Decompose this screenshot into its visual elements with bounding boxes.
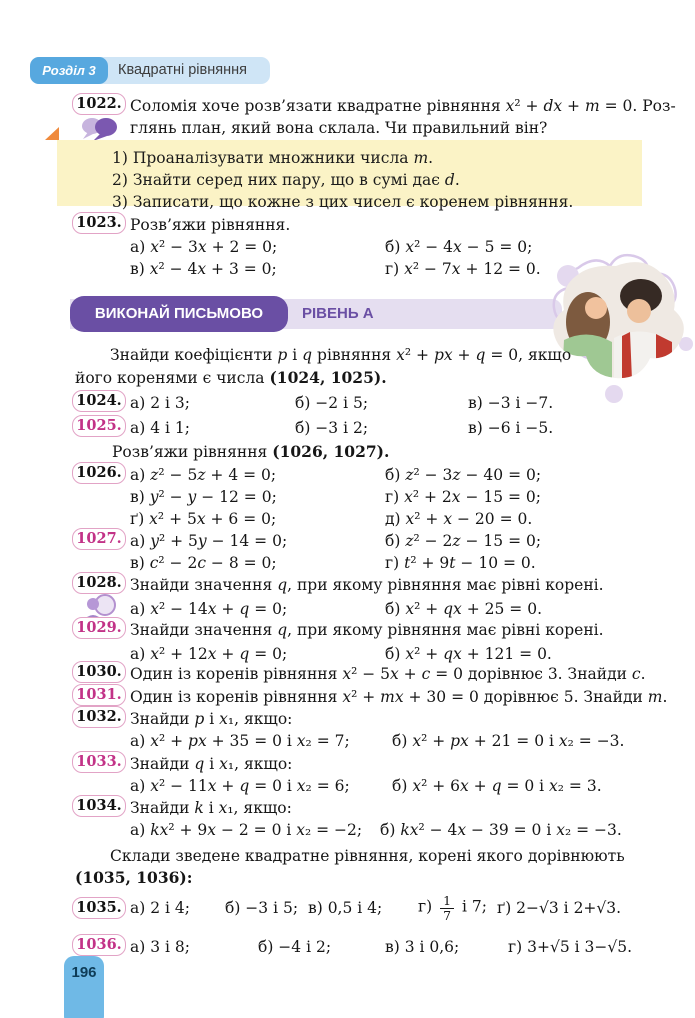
corner-flag	[45, 127, 59, 140]
option: д) x² + x − 20 = 0.	[385, 510, 533, 528]
option: а) kx² + 9x − 2 = 0 і x₂ = −2;	[130, 821, 363, 839]
problem-number-1027: 1027.	[72, 528, 126, 550]
option: б) x² + qx + 121 = 0.	[385, 645, 552, 663]
two-students-photo	[538, 248, 695, 403]
intro-a-line2	[75, 367, 387, 389]
problem-number-1030: 1030.	[72, 661, 126, 683]
option: а) x² + px + 35 = 0 і x₂ = 7;	[130, 732, 350, 750]
problem-1027-row1	[130, 530, 541, 552]
problem-1030-text: Один із коренів рівняння x² − 5x + c = 0 дорівнює 3. Знайди c.	[130, 665, 646, 683]
problem-1034-title: Знайди k і x₁, якщо:	[130, 799, 292, 817]
option: в) 3 і 0,6;	[385, 938, 460, 956]
chapter-badge: Розділ 3	[30, 57, 108, 84]
intro-a-line1: Знайди коефіцієнти p і q рівняння x² + px + q = 0, якщо	[110, 346, 572, 364]
problem-1025-options	[130, 417, 553, 439]
intro-a-line2-text: його коренями є числа	[75, 369, 270, 387]
option: а) x² − 11x + q = 0 і x₂ = 6;	[130, 777, 350, 795]
problem-1026-row3	[130, 508, 532, 530]
problem-number-1032: 1032.	[72, 706, 126, 728]
option-prefix: г)	[418, 898, 433, 916]
option: а) x² − 14x + q = 0;	[130, 600, 288, 618]
option: б) −3 і 2;	[295, 419, 369, 437]
problem-number-1023: 1023.	[72, 212, 126, 234]
subtitle-1026-1027	[112, 441, 389, 463]
option: б) −4 і 2;	[258, 938, 332, 956]
compose-line1: Склади зведене квадратне рівняння, корені якого дорівнюють	[110, 847, 625, 865]
subtitle-ref: (1026, 1027).	[272, 442, 390, 461]
option: ґ) x² + 5x + 6 = 0;	[130, 510, 277, 528]
problem-number-1028: 1028.	[72, 572, 126, 594]
option: а) 2 і 4;	[130, 899, 190, 917]
option: ґ) 2−√3 і 2+√3.	[497, 899, 622, 917]
problem-1031-text: Один із коренів рівняння x² + mx + 30 = 0 дорівнює 5. Знайди m.	[130, 688, 668, 706]
problem-1032-options	[130, 730, 624, 752]
problem-1023-title: Розв’яжи рівняння.	[130, 216, 291, 234]
option: г) x² + 2x − 15 = 0;	[385, 488, 542, 506]
problem-number-1031: 1031.	[72, 684, 126, 706]
option: а) y² + 5y − 14 = 0;	[130, 532, 288, 550]
option: в) 0,5 і 4;	[308, 899, 383, 917]
fraction-one-seventh	[440, 894, 454, 921]
option: б) x² + qx + 25 = 0.	[385, 600, 542, 618]
option: в) c² − 2c − 8 = 0;	[130, 554, 277, 572]
option: в) x² − 4x + 3 = 0;	[130, 260, 277, 278]
intro-a-line2-ref: (1024, 1025).	[269, 368, 387, 387]
option: б) z² − 3z − 40 = 0;	[385, 466, 542, 484]
problem-number-1034: 1034.	[72, 795, 126, 817]
problem-1027-row2	[130, 552, 536, 574]
problem-number-1024: 1024.	[72, 390, 126, 412]
problem-1029-title: Знайди значення q, при якому рівняння має рівні корені.	[130, 621, 604, 639]
problem-1032-title: Знайди p і x₁, якщо:	[130, 710, 293, 728]
problem-1023-row1	[130, 236, 532, 258]
problem-number-1036: 1036.	[72, 934, 126, 956]
problem-1022-line1: Соломія хоче розв’язати квадратне рівняння x² + dx + m = 0. Роз-	[130, 97, 676, 115]
option-with-fraction	[418, 894, 497, 921]
problem-1028-title: Знайди значення q, при якому рівняння має рівні корені.	[130, 576, 604, 594]
problem-1022-line2: глянь план, який вона склала. Чи правильний він?	[130, 119, 548, 137]
problem-1024-options	[130, 392, 553, 414]
fraction-numerator: 1	[440, 894, 454, 908]
problem-1029-options	[130, 643, 552, 665]
option: в) −3 і −7.	[468, 394, 554, 412]
option: а) 3 і 8;	[130, 938, 190, 956]
option: б) x² + px + 21 = 0 і x₂ = −3.	[392, 732, 625, 750]
option: б) kx² − 4x − 39 = 0 і x₂ = −3.	[380, 821, 622, 839]
problem-number-1025: 1025.	[72, 415, 126, 437]
option: б) −3 і 5;	[225, 899, 299, 917]
problem-1026-row1	[130, 464, 541, 486]
problem-1028-options	[130, 598, 542, 620]
option: а) z² − 5z + 4 = 0;	[130, 466, 277, 484]
option: г) x² − 7x + 12 = 0.	[385, 260, 541, 278]
option: б) x² − 4x − 5 = 0;	[385, 238, 533, 256]
level-a-label: РІВЕНЬ А	[302, 305, 374, 322]
problem-1034-options	[130, 819, 622, 841]
option: б) −2 і 5;	[295, 394, 369, 412]
subtitle-text: Розв’яжи рівняння	[112, 443, 273, 461]
problem-number-1026: 1026.	[72, 462, 126, 484]
plan-step-1: 1) Проаналізувати множники числа m.	[112, 149, 434, 167]
problem-1033-options	[130, 775, 602, 797]
option-suffix: і 7;	[462, 898, 487, 916]
option: г) t² + 9t − 10 = 0.	[385, 554, 536, 572]
option: а) 2 і 3;	[130, 394, 190, 412]
plan-step-2: 2) Знайти серед них пару, що в сумі дає d.	[112, 171, 460, 189]
page-number-badge: 196	[64, 956, 104, 1018]
problem-number-1035: 1035.	[72, 897, 126, 919]
problem-1033-title: Знайди q і x₁, якщо:	[130, 755, 293, 773]
do-in-writing-banner: ВИКОНАЙ ПИСЬМОВО	[70, 296, 288, 332]
problem-1023-row2	[130, 258, 541, 280]
option: г) 3+√5 і 3−√5.	[508, 938, 633, 956]
problem-number-1033: 1033.	[72, 751, 126, 773]
problem-number-1029: 1029.	[72, 617, 126, 639]
option: в) y² − y − 12 = 0;	[130, 488, 277, 506]
option: а) x² + 12x + q = 0;	[130, 645, 288, 663]
speech-bubbles-icon	[80, 116, 118, 142]
plan-box	[57, 140, 642, 211]
problem-1036-options	[130, 936, 632, 958]
fraction-denominator: 7	[443, 907, 452, 923]
plan-step-3: 3) Записати, що кожне з цих чисел є коренем рівняння.	[112, 193, 574, 211]
option: а) 4 і 1;	[130, 419, 190, 437]
problem-number-1022: 1022.	[72, 93, 126, 115]
problem-1026-row2	[130, 486, 541, 508]
problem-1035-options	[130, 886, 621, 930]
option: а) x² − 3x + 2 = 0;	[130, 238, 278, 256]
option: в) −6 і −5.	[468, 419, 554, 437]
option: б) x² + 6x + q = 0 і x₂ = 3.	[392, 777, 602, 795]
option: б) z² − 2z − 15 = 0;	[385, 532, 542, 550]
compose-refs: (1035, 1036):	[75, 868, 193, 887]
chapter-title: Квадратні рівняння	[118, 62, 247, 78]
